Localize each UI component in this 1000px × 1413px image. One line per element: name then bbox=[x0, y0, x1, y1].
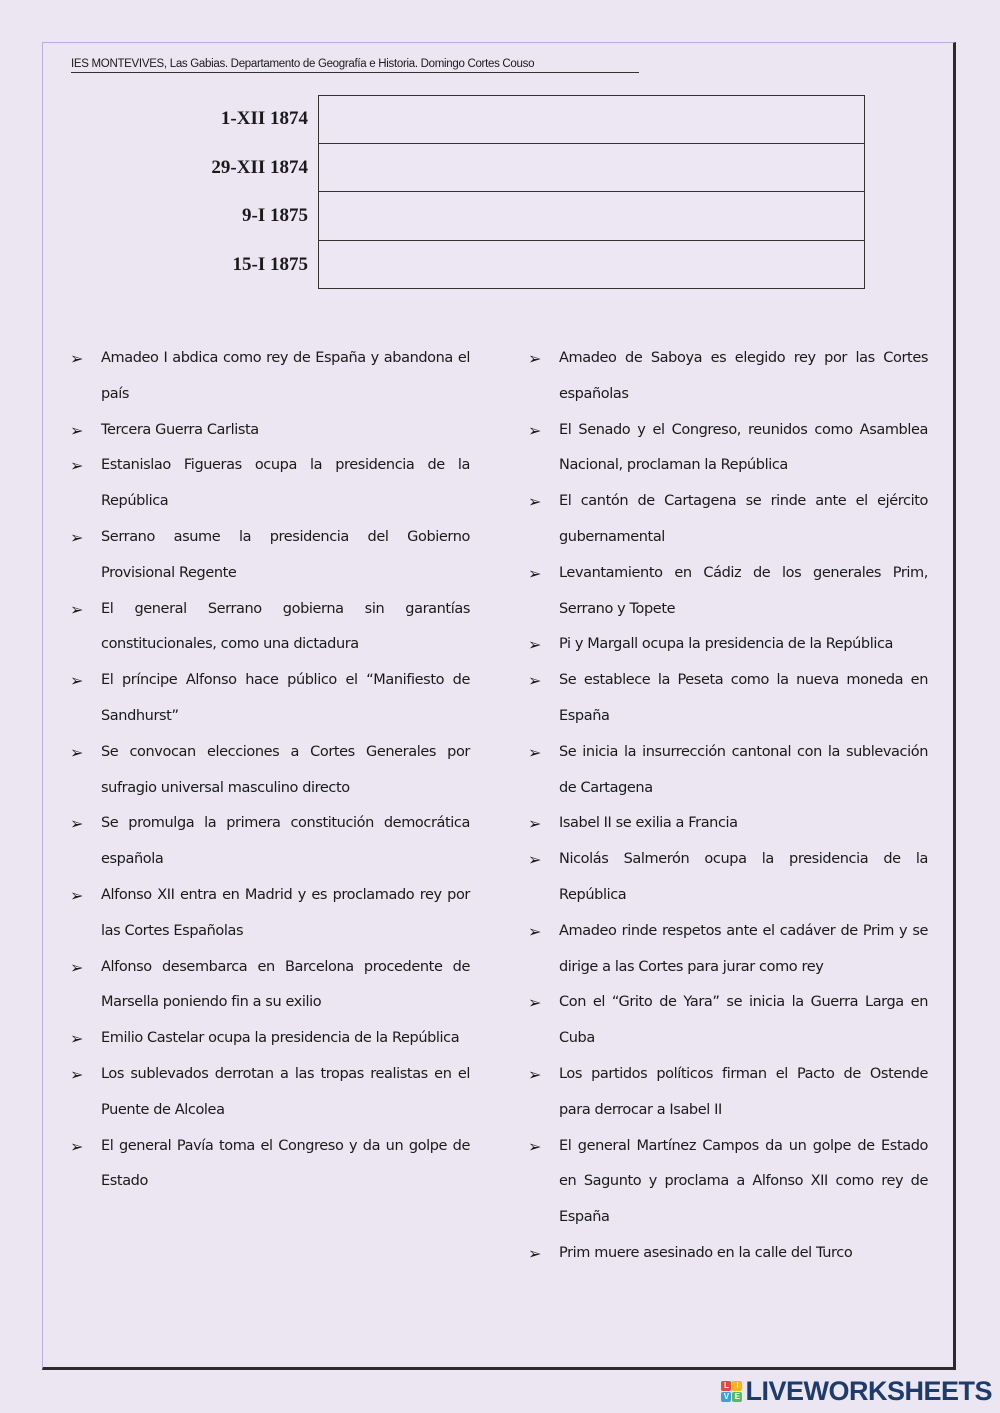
event-item[interactable] bbox=[70, 1021, 470, 1057]
date-label: 1-XII 1874 bbox=[220, 108, 308, 129]
date-label: 29-XII 1874 bbox=[211, 156, 308, 178]
event-text: Estanislao Figueras ocupa la presidencia de la República bbox=[101, 457, 470, 510]
arrow-bullet-icon: ➢ bbox=[70, 957, 84, 977]
logo-letter: E bbox=[732, 1392, 742, 1402]
event-text: Prim muere asesinado en la calle del Turco bbox=[559, 1244, 853, 1261]
arrow-bullet-icon: ➢ bbox=[528, 814, 542, 834]
date-answer-box[interactable] bbox=[318, 95, 865, 144]
date-row bbox=[140, 144, 865, 193]
arrow-bullet-icon: ➢ bbox=[528, 1136, 542, 1156]
arrow-bullet-icon: ➢ bbox=[528, 563, 542, 583]
arrow-bullet-icon: ➢ bbox=[70, 349, 84, 368]
event-item[interactable] bbox=[528, 556, 928, 628]
event-text: Los partidos políticos firman el Pacto de Ostende para derrocar a Isabel II bbox=[559, 1065, 928, 1118]
arrow-bullet-icon: ➢ bbox=[70, 1064, 84, 1084]
event-text: El cantón de Cartagena se rinde ante el ejército gubernamental bbox=[559, 493, 928, 545]
event-text: Con el “Grito de Yara” se inicia la Guerra Larga en Cuba bbox=[559, 994, 928, 1047]
arrow-bullet-icon: ➢ bbox=[528, 671, 542, 691]
arrow-bullet-icon: ➢ bbox=[528, 993, 542, 1013]
arrow-bullet-icon: ➢ bbox=[70, 527, 84, 547]
logo-letter: V bbox=[721, 1392, 731, 1402]
arrow-bullet-icon: ➢ bbox=[70, 742, 84, 762]
arrow-bullet-icon: ➢ bbox=[70, 456, 84, 476]
event-text: Se convocan elecciones a Cortes Generales por sufragio universal masculino directo bbox=[101, 743, 470, 796]
event-item[interactable] bbox=[70, 663, 470, 735]
arrow-bullet-icon: ➢ bbox=[70, 885, 84, 905]
event-item[interactable] bbox=[70, 520, 470, 592]
event-item[interactable] bbox=[70, 1129, 470, 1201]
event-item[interactable] bbox=[528, 341, 928, 413]
arrow-bullet-icon: ➢ bbox=[528, 420, 542, 440]
event-text: Se inicia la insurrección cantonal con la sublevación de Cartagena bbox=[559, 743, 928, 796]
event-item[interactable] bbox=[70, 950, 470, 1022]
date-answer-box[interactable] bbox=[318, 192, 865, 241]
arrow-bullet-icon: ➢ bbox=[70, 671, 84, 691]
event-item[interactable] bbox=[528, 806, 928, 842]
date-row bbox=[140, 192, 865, 241]
event-item[interactable] bbox=[528, 735, 928, 807]
event-text: Los sublevados derrotan a las tropas realistas en el Puente de Alcolea bbox=[101, 1065, 470, 1118]
event-item[interactable] bbox=[528, 914, 928, 986]
event-text: Se establece la Peseta como la nueva moneda en España bbox=[559, 672, 928, 724]
event-text: El príncipe Alfonso hace público el “Manifiesto de Sandhurst” bbox=[101, 672, 470, 724]
event-item[interactable] bbox=[528, 1057, 928, 1129]
liveworksheets-logo-icon bbox=[721, 1381, 742, 1402]
event-list-left bbox=[70, 341, 470, 1200]
event-item[interactable] bbox=[70, 878, 470, 950]
logo-letter: I bbox=[732, 1381, 742, 1391]
event-item[interactable] bbox=[70, 341, 470, 413]
event-text: Amadeo de Saboya es elegido rey por las Cortes españolas bbox=[559, 350, 928, 402]
date-label: 15-I 1875 bbox=[232, 253, 308, 275]
event-item[interactable] bbox=[70, 1057, 470, 1129]
event-item[interactable] bbox=[528, 985, 928, 1057]
brand-text: LIVEWORKSHEETS bbox=[745, 1376, 992, 1406]
event-text: Alfonso XII entra en Madrid y es proclamado rey por las Cortes Españolas bbox=[101, 886, 470, 939]
event-item[interactable] bbox=[70, 448, 470, 520]
event-text: Serrano asume la presidencia del Gobierno Provisional Regente bbox=[101, 528, 470, 581]
arrow-bullet-icon: ➢ bbox=[70, 1136, 84, 1156]
event-text: Alfonso desembarca en Barcelona procedente de Marsella poniendo fin a su exilio bbox=[101, 958, 470, 1011]
arrow-bullet-icon: ➢ bbox=[70, 814, 84, 834]
date-answer-box[interactable] bbox=[318, 241, 865, 290]
logo-letter: L bbox=[721, 1381, 731, 1391]
arrow-bullet-icon: ➢ bbox=[528, 492, 542, 512]
arrow-bullet-icon: ➢ bbox=[528, 1243, 542, 1263]
event-item[interactable] bbox=[528, 663, 928, 735]
arrow-bullet-icon: ➢ bbox=[70, 1029, 84, 1049]
date-label: 9-I 1875 bbox=[242, 205, 308, 226]
arrow-bullet-icon: ➢ bbox=[528, 850, 542, 870]
event-item[interactable] bbox=[528, 842, 928, 914]
event-text: Levantamiento en Cádiz de los generales Prim, Serrano y Topete bbox=[559, 564, 928, 617]
arrow-bullet-icon: ➢ bbox=[528, 921, 542, 941]
event-item[interactable] bbox=[528, 484, 928, 556]
arrow-bullet-icon: ➢ bbox=[528, 1064, 542, 1084]
arrow-bullet-icon: ➢ bbox=[528, 742, 542, 762]
date-answer-table bbox=[140, 95, 865, 289]
date-row bbox=[140, 95, 865, 144]
event-item[interactable] bbox=[528, 627, 928, 663]
event-text: Tercera Guerra Carlista bbox=[101, 421, 259, 438]
event-item[interactable] bbox=[70, 592, 470, 664]
event-item[interactable] bbox=[528, 1129, 928, 1236]
event-text: El general Serrano gobierna sin garantías constitucionales, como una dictadura bbox=[101, 600, 470, 653]
event-item[interactable] bbox=[528, 413, 928, 485]
event-text: Emilio Castelar ocupa la presidencia de la República bbox=[101, 1030, 460, 1047]
event-text: El Senado y el Congreso, reunidos como Asamblea Nacional, proclaman la República bbox=[559, 421, 928, 474]
arrow-bullet-icon: ➢ bbox=[70, 599, 84, 619]
event-text: Nicolás Salmerón ocupa la presidencia de la República bbox=[559, 851, 928, 903]
date-row bbox=[140, 241, 865, 290]
event-item[interactable] bbox=[70, 806, 470, 878]
event-list-right bbox=[528, 341, 928, 1272]
liveworksheets-logo bbox=[721, 1376, 992, 1407]
arrow-bullet-icon: ➢ bbox=[528, 635, 542, 655]
arrow-bullet-icon: ➢ bbox=[70, 420, 84, 440]
worksheet-header: IES MONTEVIVES, Las Gabias. Departamento de Geografía e Historia. Domingo Cortes Couso bbox=[71, 58, 639, 73]
event-item[interactable] bbox=[70, 735, 470, 807]
event-text: Amadeo rinde respetos ante el cadáver de Prim y se dirige a las Cortes para jurar como rey bbox=[559, 922, 928, 975]
event-text: Se promulga la primera constitución democrática española bbox=[101, 815, 470, 868]
event-item[interactable] bbox=[70, 413, 470, 449]
event-text: El general Martínez Campos da un golpe de Estado en Sagunto y proclama a Alfonso XII como rey de España bbox=[559, 1137, 928, 1226]
event-text: Isabel II se exilia a Francia bbox=[559, 815, 738, 832]
arrow-bullet-icon: ➢ bbox=[528, 349, 542, 368]
event-text: Amadeo I abdica como rey de España y abandona el país bbox=[101, 350, 470, 402]
event-item[interactable] bbox=[528, 1236, 928, 1272]
event-text: El general Pavía toma el Congreso y da un golpe de Estado bbox=[101, 1137, 470, 1190]
date-answer-box[interactable] bbox=[318, 144, 865, 193]
event-text: Pi y Margall ocupa la presidencia de la República bbox=[559, 636, 894, 653]
